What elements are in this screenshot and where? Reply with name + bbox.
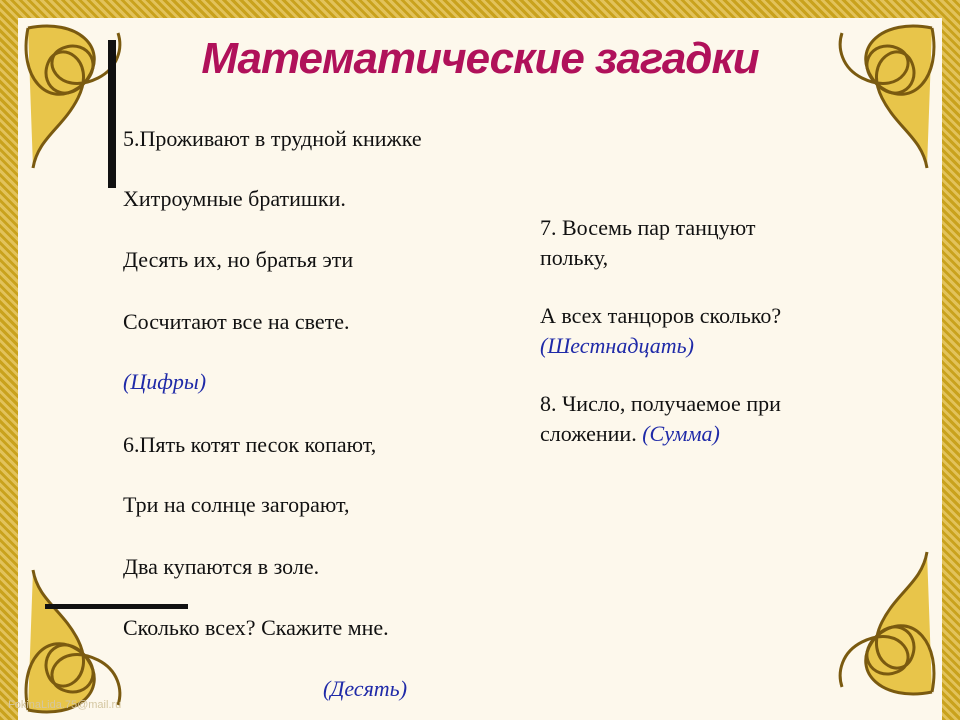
riddle-line: Десять их, но братья эти [123,247,354,272]
riddle-8 [540,389,870,449]
watermark: FokinaLida.75@mail.ru [8,699,122,711]
riddle-line: 7. Восемь пар танцуют [540,215,756,240]
slide-title: Математические загадки [201,34,759,83]
riddle-answer: (Сумма) [642,421,720,446]
celtic-knot-ornament-bottom-right [832,542,942,702]
celtic-knot-ornament-bottom-left [18,560,128,720]
riddles-right-column [540,213,870,449]
riddle-7 [540,213,870,273]
riddle-answer: (Цифры) [123,369,207,394]
riddle-line: Два купаются в золе. [123,554,320,579]
horizontal-divider [45,604,188,609]
riddle-line: А всех танцоров сколько? [540,303,782,328]
riddle-line: польку, [540,245,609,270]
riddle-line: Три на солнце загорают, [123,492,350,517]
riddle-line: 5.Проживают в трудной книжке [123,126,422,151]
riddle-answer: (Шестнадцать) [540,333,694,358]
riddle-7-question [540,301,870,361]
riddle-line: Сколько всех? Скажите мне. [123,615,389,640]
riddle-line: 8. Число, получаемое при [540,391,781,416]
riddle-line: Сосчитают все на свете. [123,309,350,334]
riddle-line: Хитроумные братишки. [123,186,346,211]
riddle-line: сложении. [540,421,637,446]
riddle-line: 6.Пять котят песок копают, [123,432,377,457]
vertical-divider [108,40,116,188]
riddle-answer: (Десять) [323,676,408,701]
